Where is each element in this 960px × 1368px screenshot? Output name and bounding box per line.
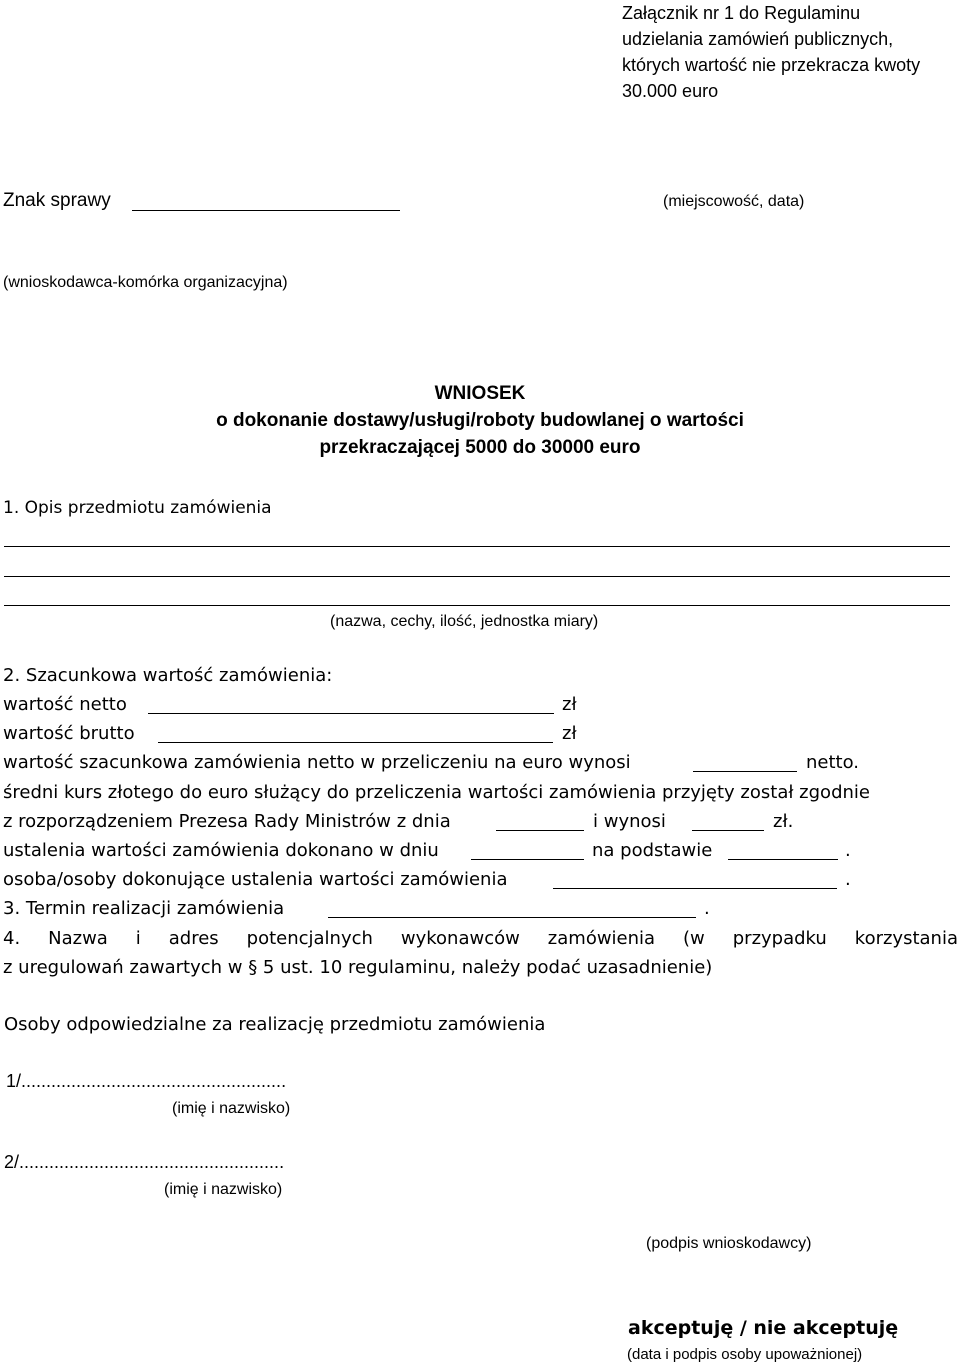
case-number-row (3, 190, 111, 212)
regulation-date-field[interactable] (496, 830, 584, 831)
gross-value-row (3, 723, 135, 744)
section4-line-2: z uregulowań zawartych w § 5 ust. 10 regulaminu, należy podać uzasadnienie) (3, 957, 713, 978)
estimation-text-a: ustalenia wartości zamówienia dokonano w dniu (3, 840, 439, 861)
title-line-3: przekraczającej 5000 do 30000 euro (319, 437, 641, 458)
persons-dot: . (845, 869, 851, 890)
signature-caption: (podpis wnioskodawcy) (646, 1235, 812, 1252)
section1-label: 1. Opis przedmiotu zamówienia (3, 498, 272, 518)
gross-currency: zł (562, 723, 577, 744)
rate-line-2b: i wynosi (593, 811, 666, 832)
case-number-field[interactable] (132, 210, 400, 211)
case-number-label: Znak sprawy (3, 190, 111, 211)
description-line-2[interactable] (4, 576, 950, 577)
section3-label: 3. Termin realizacji zamówienia (3, 898, 285, 919)
estimation-text-b: na podstawie (592, 840, 713, 861)
gross-value-label: wartość brutto (3, 723, 135, 744)
persons-field[interactable] (553, 888, 837, 889)
annex-line-4: 30.000 euro (622, 81, 719, 101)
exchange-rate-field[interactable] (692, 830, 764, 831)
applicant-caption: (wnioskodawca-komórka organizacyjna) (3, 274, 288, 291)
document-title (0, 380, 960, 461)
persons-text: osoba/osoby dokonujące ustalenia wartości zamówienia (3, 869, 508, 890)
title-line-2: o dokonanie dostawy/usługi/roboty budowlanej o wartości (216, 410, 744, 431)
section3-dot: . (704, 898, 710, 919)
responsible-label: Osoby odpowiedzialne za realizację przedmiotu zamówienia (4, 1014, 546, 1035)
rate-line-2c: zł. (773, 811, 794, 832)
gross-value-field[interactable] (158, 742, 553, 743)
responsible-caption-2: (imię i nazwisko) (164, 1181, 283, 1198)
deadline-field[interactable] (328, 917, 696, 918)
acceptance-caption: (data i podpis osoby upoważnionej) (627, 1346, 863, 1363)
responsible-caption-1: (imię i nazwisko) (172, 1100, 291, 1117)
annex-note (622, 0, 920, 104)
euro-value-field[interactable] (693, 771, 797, 772)
title-heading: WNIOSEK (434, 383, 526, 404)
estimation-basis-field[interactable] (728, 859, 838, 860)
acceptance-text[interactable]: akceptuję / nie akceptuję (628, 1317, 899, 1339)
estimation-dot: . (845, 840, 851, 861)
annex-line-1: Załącznik nr 1 do Regulaminu (622, 3, 861, 23)
net-value-row (3, 694, 127, 715)
description-line-1[interactable] (4, 546, 950, 547)
section1-caption: (nazwa, cechy, ilość, jednostka miary) (330, 613, 599, 630)
euro-value-end: netto. (806, 752, 860, 773)
rate-line-2a: z rozporządzeniem Prezesa Rady Ministrów z dnia (3, 811, 451, 832)
description-line-3[interactable] (4, 605, 950, 606)
euro-value-text: wartość szacunkowa zamówienia netto w przeliczeniu na euro wynosi (3, 752, 631, 773)
net-currency: zł (562, 694, 577, 715)
annex-line-2: udzielania zamówień publicznych, (622, 29, 894, 49)
rate-line-1: średni kurs złotego do euro służący do przeliczenia wartości zamówienia przyjęty został zgodnie (3, 782, 870, 803)
net-value-label: wartość netto (3, 694, 127, 715)
place-date-caption: (miejscowość, data) (663, 193, 805, 210)
responsible-entry-1[interactable]: 1/..................................................... (6, 1071, 287, 1091)
section4-line-1: 4. Nazwa i adres potencjalnych wykonawców zamówienia (w przypadku korzystania (3, 928, 958, 949)
section2-label: 2. Szacunkowa wartość zamówienia: (3, 665, 333, 686)
net-value-field[interactable] (148, 713, 554, 714)
annex-line-3: których wartość nie przekracza kwoty (622, 55, 921, 75)
responsible-entry-2[interactable]: 2/..................................................... (4, 1152, 285, 1172)
estimation-date-field[interactable] (471, 859, 584, 860)
